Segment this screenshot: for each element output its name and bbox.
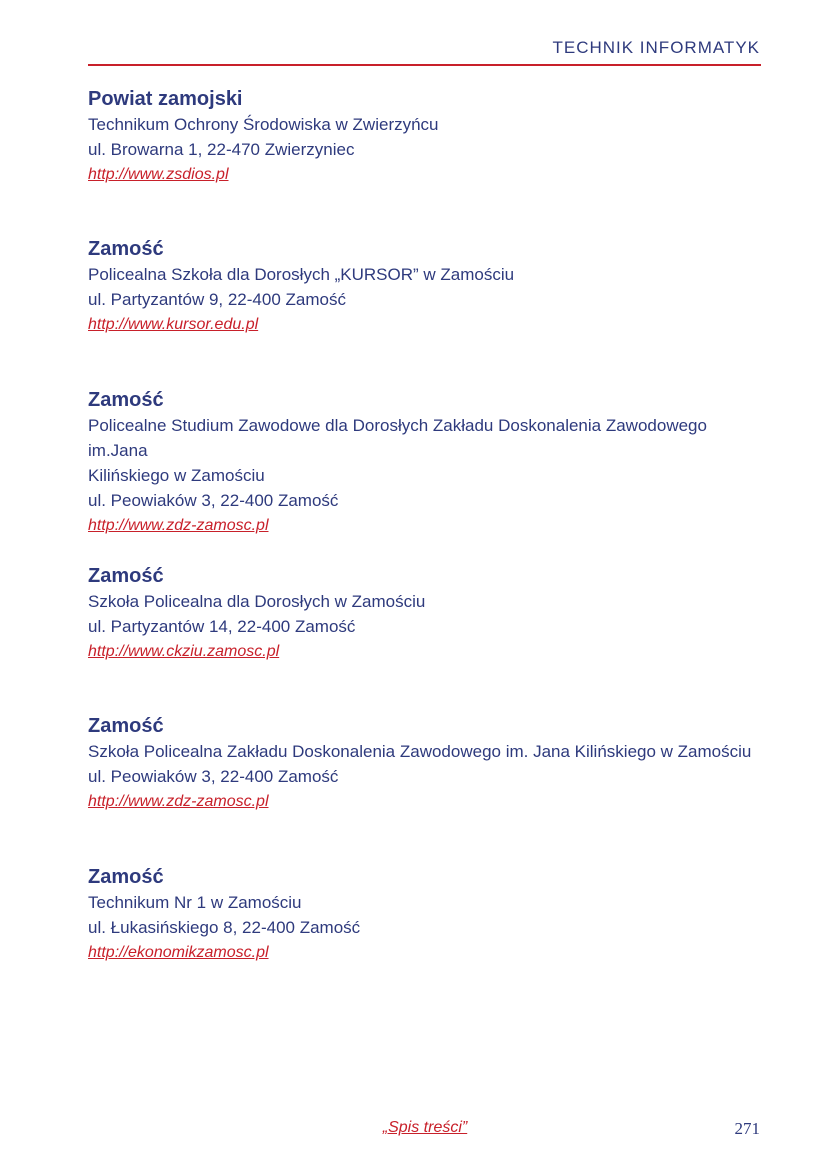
school-website-link[interactable]: http://www.zsdios.pl [88, 166, 229, 183]
school-name: Technikum Nr 1 w Zamościu [88, 893, 302, 912]
school-website-link[interactable]: http://www.kursor.edu.pl [88, 316, 259, 333]
header-divider [88, 64, 761, 66]
school-name: Szkoła Policealna Zakładu Doskonalenia Zawodowego im. Jana Kilińskiego w Zamościu [88, 742, 752, 761]
school-entry [88, 86, 760, 187]
school-name: Szkoła Policealna dla Dorosłych w Zamościu [88, 592, 426, 611]
school-address: ul. Partyzantów 14, 22-400 Zamość [88, 617, 356, 636]
entry-heading: Powiat zamojski [88, 88, 243, 110]
school-entry [88, 563, 760, 664]
school-name: Policealna Szkoła dla Dorosłych „KURSOR” w Zamościu [88, 265, 515, 284]
school-name: Policealne Studium Zawodowe dla Dorosłych Zakładu Doskonalenia Zawodowego im.Jana [88, 416, 707, 460]
school-website-link[interactable]: http://www.ckziu.zamosc.pl [88, 643, 280, 660]
entry-heading: Zamość [88, 715, 164, 737]
school-entry [88, 387, 760, 538]
school-entry [88, 236, 760, 337]
school-website-link[interactable]: http://ekonomikzamosc.pl [88, 944, 269, 961]
entry-heading: Zamość [88, 238, 164, 260]
school-name: Technikum Ochrony Środowiska w Zwierzyńcu [88, 115, 439, 134]
entry-heading: Zamość [88, 866, 164, 888]
school-address: ul. Łukasińskiego 8, 22-400 Zamość [88, 918, 361, 937]
running-header-title: TECHNIK INFORMATYK [552, 38, 760, 57]
entry-heading: Zamość [88, 389, 164, 411]
school-website-link[interactable]: http://www.zdz-zamosc.pl [88, 517, 269, 534]
school-address: ul. Peowiaków 3, 22-400 Zamość [88, 491, 339, 510]
school-website-link[interactable]: http://www.zdz-zamosc.pl [88, 793, 269, 810]
page-number: 271 [734, 1119, 760, 1138]
school-entry [88, 713, 760, 814]
table-of-contents-link[interactable]: „Spis treści” [382, 1119, 468, 1136]
school-address: ul. Browarna 1, 22-470 Zwierzyniec [88, 140, 355, 159]
school-address: ul. Partyzantów 9, 22-400 Zamość [88, 290, 346, 309]
school-entry [88, 864, 760, 965]
school-name-continued: Kilińskiego w Zamościu [88, 466, 265, 485]
entry-heading: Zamość [88, 565, 164, 587]
school-address: ul. Peowiaków 3, 22-400 Zamość [88, 767, 339, 786]
